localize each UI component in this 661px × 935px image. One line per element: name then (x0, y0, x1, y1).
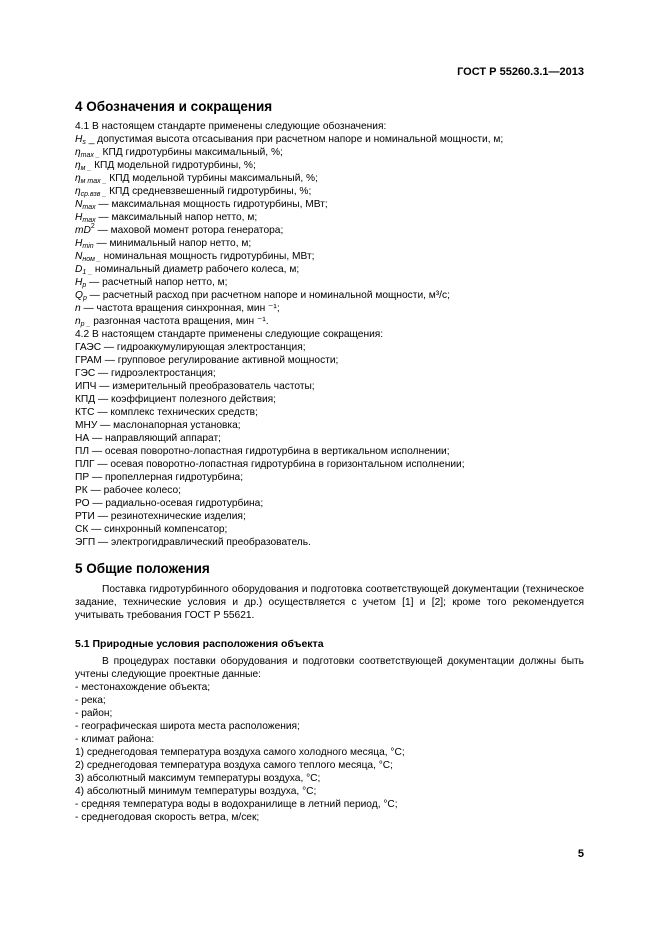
document-code-header: ГОСТ Р 55260.3.1—2013 (457, 66, 584, 78)
symbol-item (75, 146, 584, 159)
symbol-description: — минимальный напор нетто, м; (93, 238, 252, 249)
section-5-title: 5 Общие положения (75, 560, 210, 576)
symbol-subscript: max (82, 217, 96, 224)
symbol-description: — расчетный напор нетто, м; (86, 277, 228, 288)
symbol-base: H (75, 212, 83, 223)
symbol-item (75, 250, 584, 263)
symbol-description: _ допустимая высота отсасывания при расчетном напоре и номинальной мощности, м; (85, 134, 504, 145)
abbreviation-item: РО — радиально-осевая гидротурбина; (75, 498, 264, 509)
symbol-base: Q (75, 290, 83, 301)
abbreviation-item: ЭГП — электрогидравлический преобразователь. (75, 537, 311, 548)
symbol-item (75, 172, 584, 185)
abbreviation-item: МНУ — маслонапорная установка; (75, 420, 241, 431)
abbreviation-item: КТС — комплекс технических средств; (75, 407, 258, 418)
symbol-subscript: p (82, 295, 87, 302)
symbol-item (75, 185, 584, 198)
symbol-subscript: min (82, 243, 94, 250)
symbol-item (75, 302, 584, 315)
section-5-paragraph: Поставка гидротурбинного оборудования и подготовка соответствующей документации (техническое задание, технические условия и др.) осуществляется с учетом [1] и [2]; кроме того рекомендуется учитывать требования ГОСТ Р 55621. (75, 584, 584, 621)
symbol-description: КПД средневзвешенный гидротурбины, %; (106, 186, 312, 197)
symbol-subscript: м max _ (80, 178, 107, 185)
symbol-description: — расчетный расход при расчетном напоре и номинальной мощности, м³/с; (86, 290, 450, 301)
symbol-subscript: p (82, 282, 87, 289)
design-data-item: - район; (75, 708, 113, 719)
abbreviation-item: РТИ — резинотехнические изделия; (75, 511, 246, 522)
section-4-title: 4 Обозначения и сокращения (75, 98, 273, 114)
symbol-subscript: max _ (80, 152, 100, 159)
abbreviation-item: НА — направляющий аппарат; (75, 433, 221, 444)
symbol-subscript: м _ (80, 165, 92, 172)
symbol-base: N (75, 199, 83, 210)
abbreviation-item: ПР — пропеллерная гидротурбина; (75, 472, 244, 483)
symbol-base: η (75, 160, 81, 171)
symbol-description: — максимальная мощность гидротурбины, МВт; (95, 199, 328, 210)
symbol-item (75, 315, 584, 328)
abbreviation-item: ГРАМ — групповое регулирование активной мощности; (75, 355, 339, 366)
symbol-item (75, 198, 584, 211)
symbol-description: КПД гидротурбины максимальный, %; (99, 147, 283, 158)
symbol-description: — частота вращения синхронная, мин ⁻¹; (80, 303, 280, 314)
abbreviation-item: СК — синхронный компенсатор; (75, 524, 228, 535)
symbol-base: η (75, 186, 81, 197)
symbol-item (75, 133, 584, 146)
design-data-item: 3) абсолютный максимум температуры воздуха, °С; (75, 773, 321, 784)
symbol-base: n (75, 303, 81, 314)
symbol-base: N (75, 251, 83, 262)
abbreviation-item: ПЛГ — осевая поворотно-лопастная гидротурбина в горизонтальном исполнении; (75, 459, 465, 470)
symbol-subscript: ном _ (82, 256, 101, 263)
symbol-base: η (75, 147, 81, 158)
symbol-subscript: 1 _ (82, 269, 93, 276)
symbol-item (75, 263, 584, 276)
design-data-item: 4) абсолютный минимум температуры воздуха, °С; (75, 786, 317, 797)
symbol-base: mD (75, 225, 91, 236)
symbol-description: — максимальный напор нетто, м; (95, 212, 258, 223)
symbol-base: η (75, 173, 81, 184)
abbreviation-list (75, 341, 584, 549)
design-data-item: 1) среднегодовая температура воздуха самого холодного месяца, °С; (75, 747, 405, 758)
abbreviation-item: ПЛ — осевая поворотно-лопастная гидротурбина в вертикальном исполнении; (75, 446, 450, 457)
symbol-base: H (75, 238, 83, 249)
design-data-item: - река; (75, 695, 106, 706)
design-data-item: - средняя температура воды в водохранилище в летний период, °С; (75, 799, 398, 810)
section-5-1-title: 5.1 Природные условия расположения объекта (75, 637, 324, 650)
abbreviation-item: ГАЭС — гидроаккумулирующая электростанция; (75, 342, 306, 353)
design-data-item: 2) среднегодовая температура воздуха самого теплого месяца, °С; (75, 760, 393, 771)
section-4-1-intro: 4.1 В настоящем стандарте применены следующие обозначения: (75, 121, 387, 132)
symbol-description: — маховой момент ротора генератора; (94, 225, 284, 236)
symbol-item (75, 211, 584, 224)
symbol-item (75, 224, 584, 237)
symbol-subscript: max (82, 204, 96, 211)
symbol-item (75, 289, 584, 302)
abbreviation-item: КПД — коэффициент полезного действия; (75, 394, 277, 405)
design-data-item: - климат района: (75, 734, 155, 745)
symbol-subscript: p _ (80, 321, 91, 328)
symbol-item (75, 159, 584, 172)
symbol-description: КПД модельной турбины максимальный, %; (106, 173, 318, 184)
symbol-description: номинальный диаметр рабочего колеса, м; (92, 264, 300, 275)
symbol-base: H (75, 134, 83, 145)
abbreviation-item: ИПЧ — измерительный преобразователь частоты; (75, 381, 315, 392)
symbol-description: КПД модельной гидротурбины, %; (91, 160, 256, 171)
design-data-item: - местонахождение объекта; (75, 682, 211, 693)
design-data-list (75, 681, 584, 824)
section-4-2-intro: 4.2 В настоящем стандарте применены следующие сокращения: (75, 329, 384, 340)
section-5-1-paragraph: В процедурах поставки оборудования и подготовки соответствующей документации должны быть учтены следующие проектные данные: (75, 656, 584, 680)
page-content (75, 92, 584, 824)
symbol-base: n (75, 316, 81, 327)
symbol-list (75, 133, 584, 328)
abbreviation-item: РК — рабочее колесо; (75, 485, 181, 496)
symbol-item (75, 276, 584, 289)
abbreviation-item: ГЭС — гидроэлектростанция; (75, 368, 216, 379)
symbol-subscript: ср.взв _ (80, 191, 107, 198)
design-data-item: - географическая широта места расположения; (75, 721, 300, 732)
symbol-superscript: 2 (90, 223, 95, 230)
symbol-item (75, 237, 584, 250)
symbol-base: D (75, 264, 83, 275)
page-number: 5 (577, 848, 584, 860)
symbol-base: H (75, 277, 83, 288)
design-data-item: - среднегодовая скорость ветра, м/сек; (75, 812, 260, 823)
symbol-description: разгонная частота вращения, мин ⁻¹. (90, 316, 269, 327)
symbol-subscript: s (82, 139, 86, 146)
symbol-description: номинальная мощность гидротурбины, МВт; (100, 251, 315, 262)
